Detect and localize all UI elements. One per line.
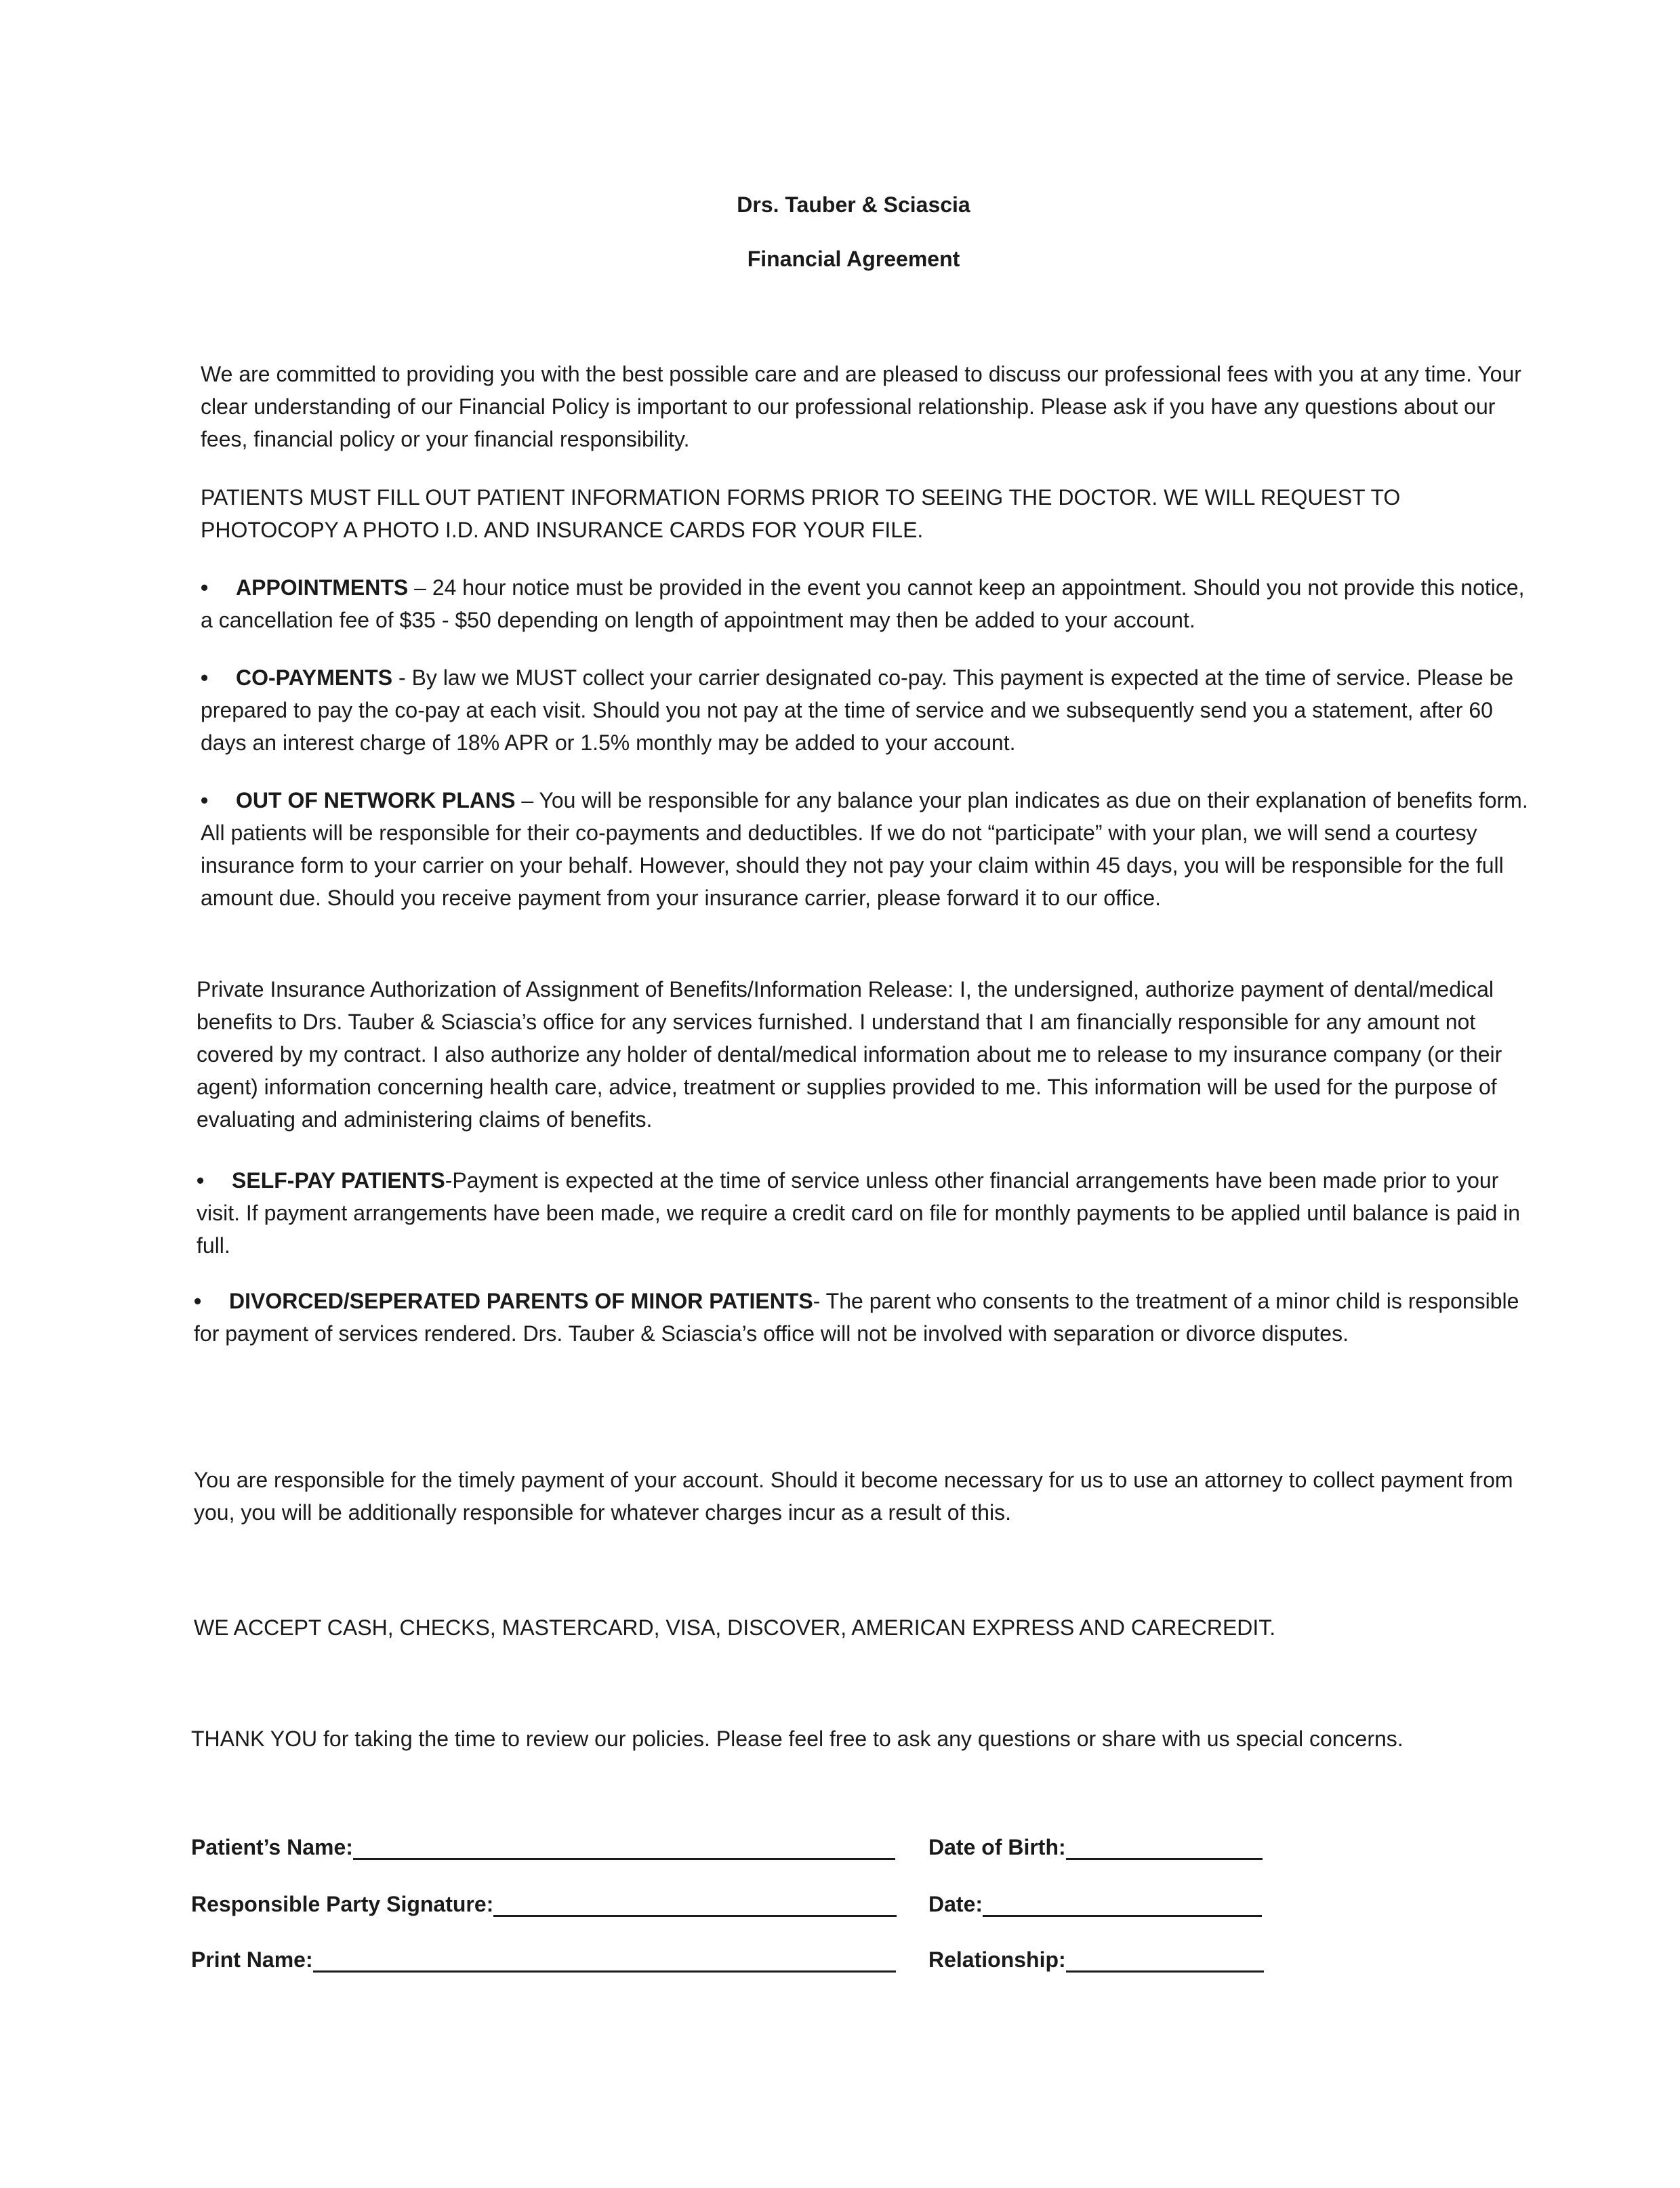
date-label: Date: <box>928 1892 983 1916</box>
relationship-label: Relationship: <box>928 1947 1066 1972</box>
bullet: • <box>194 1289 202 1313</box>
payment-methods: WE ACCEPT CASH, CHECKS, MASTERCARD, VISA, DISCOVER, AMERICAN EXPRESS AND CARECREDIT. <box>194 1615 1276 1640</box>
print-name-label: Print Name: <box>191 1947 313 1972</box>
patient-name-line[interactable] <box>353 1835 895 1860</box>
out-of-network-text: – You will be responsible for any balance your plan indicates as due on their explanation of benefits form. All patients will be responsible for their co-payments and deductibles. If we do not “participate” with your plan, we will send a courtesy insurance form to your carrier on your behalf. However, should they not pay your claim within 45 days, you will be responsible for the full amount due. Should you receive payment from your insurance carrier, please forward it to our office. <box>201 788 1528 910</box>
relationship-line[interactable] <box>1066 1947 1264 1973</box>
self-pay-text: -Payment is expected at the time of service unless other financial arrangements have been made prior to your visit. If payment arrangements have been made, we require a credit card on file for monthly payments to be applied until balance is paid in full. <box>197 1168 1521 1258</box>
out-of-network-section <box>201 784 1529 914</box>
bullet: • <box>201 665 209 690</box>
date-field[interactable] <box>928 1892 1262 1917</box>
copayments-section <box>201 661 1529 759</box>
divorced-parents-text: - The parent who consents to the treatment of a minor child is responsible for payment of services rendered. Drs. Tauber & Sciascia’s office will not be involved with separation or divorce disputes. <box>194 1289 1519 1346</box>
bullet: • <box>197 1168 205 1193</box>
responsible-signature-label: Responsible Party Signature: <box>191 1892 494 1916</box>
patient-name-label: Patient’s Name: <box>191 1835 353 1859</box>
intro-paragraph: We are committed to providing you with the best possible care and are pleased to discuss our professional fees with you at any time. Your clear understanding of our Financial Policy is important to our professional relationship. Please ask if you have any questions about our fees, financial policy or your financial responsibility. <box>201 362 1521 451</box>
divorced-parents-section <box>194 1285 1522 1350</box>
document-title: Financial Agreement <box>747 247 960 271</box>
divorced-parents-heading: DIVORCED/SEPERATED PARENTS OF MINOR PATIENTS <box>229 1289 813 1313</box>
appointments-text: – 24 hour notice must be provided in the event you cannot keep an appointment. Should you not provide this notice, a cancellation fee of $35 - $50 depending on length of appointment may then be added to your account. <box>201 575 1525 632</box>
appointments-section <box>201 571 1529 636</box>
self-pay-heading: SELF-PAY PATIENTS <box>232 1168 445 1193</box>
out-of-network-heading: OUT OF NETWORK PLANS <box>236 788 516 812</box>
copayments-text: - By law we MUST collect your carrier designated co-pay. This payment is expected at the time of service. Please be prepared to pay the co-pay at each visit. Should you not pay at the time of service and we subsequently send you a statement, after 60 days an interest charge of 18% APR or 1.5% monthly may be added to your account. <box>201 665 1514 755</box>
bullet: • <box>201 788 209 812</box>
patient-name-field[interactable] <box>191 1835 895 1860</box>
date-of-birth-label: Date of Birth: <box>928 1835 1066 1859</box>
appointments-heading: APPOINTMENTS <box>236 575 409 600</box>
print-name-line[interactable] <box>313 1947 896 1973</box>
authorization-paragraph: Private Insurance Authorization of Assignment of Benefits/Information Release: I, the undersigned, authorize payment of dental/medical benefits to Drs. Tauber & Sciascia’s office for any services furnished. I understand that I am financially responsible for any amount not covered by my contract. I also authorize any holder of dental/medical information about me to release to my insurance company (or their agent) information concerning health care, advice, treatment or supplies provided to me. This information will be used for the purpose of evaluating and administering claims of benefits. <box>197 977 1502 1132</box>
print-name-field[interactable] <box>191 1947 896 1973</box>
responsibility-paragraph: You are responsible for the timely payment of your account. Should it become necessary for us to use an attorney to collect payment from you, you will be additionally responsible for whatever charges incur as a result of this. <box>194 1468 1513 1525</box>
bullet: • <box>201 575 209 600</box>
relationship-field[interactable] <box>928 1947 1264 1973</box>
copayments-heading: CO-PAYMENTS <box>236 665 393 690</box>
self-pay-section <box>197 1164 1525 1262</box>
responsible-signature-line[interactable] <box>493 1892 897 1917</box>
responsible-signature-field[interactable] <box>191 1892 897 1917</box>
thank-you-note: THANK YOU for taking the time to review our policies. Please feel free to ask any questions or share with us special concerns. <box>191 1727 1404 1751</box>
date-line[interactable] <box>983 1892 1262 1917</box>
date-of-birth-line[interactable] <box>1066 1835 1263 1860</box>
patients-notice: PATIENTS MUST FILL OUT PATIENT INFORMATION FORMS PRIOR TO SEEING THE DOCTOR. WE WILL REQUEST TO PHOTOCOPY A PHOTO I.D. AND INSURANCE CARDS FOR YOUR FILE. <box>201 485 1401 542</box>
practice-name: Drs. Tauber & Sciascia <box>737 192 970 217</box>
date-of-birth-field[interactable] <box>928 1835 1263 1860</box>
